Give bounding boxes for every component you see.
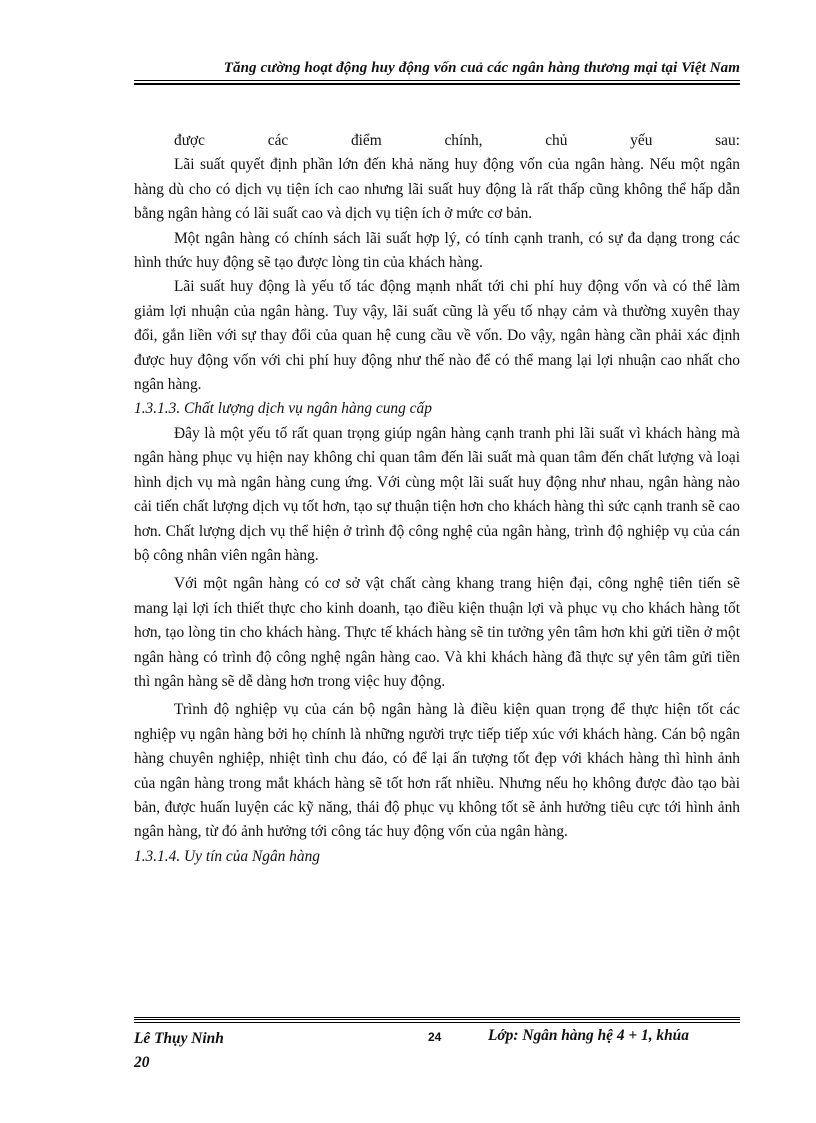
paragraph-interest-policy: Một ngân hàng có chính sách lãi suất hợp lý, có tính cạnh tranh, có sự đa dạng trong các hình thức huy động sẽ tạo được lòng tin của khách hàng. [134,229,740,272]
paragraph-intro-line [134,129,740,153]
word: chính, [444,132,483,149]
footer-author [134,1027,224,1075]
section-heading-service-quality: 1.3.1.3. Chất lượng dịch vụ ngân hàng cung cấp [134,400,432,418]
word: yếu [630,132,653,149]
running-header: Tăng cường hoạt động huy động vốn cuả các ngân hàng thương mại tại Việt Nam [223,60,740,76]
paragraph-technology: Với một ngân hàng có cơ sở vật chất càng khang trang hiện đại, công nghệ tiên tiến sẽ mang lại lợi ích thiết thực cho kinh doanh, tạo điều kiện thuận lợi và phục vụ cho khách hàng tốt hơn, tạo lòng tin cho khách hàng. Thực tế khách hàng sẽ tin tưởng yên tâm hơn khi gửi tiền ở một ngân hàng có trình độ công nghệ ngân hàng cao. Và khi khách hàng đã thực sự yên tâm gửi tiền thì ngân hàng sẽ dễ dàng hơn trong việc huy động. [134,575,740,690]
page-number: 24 [428,1030,442,1044]
paragraph-interest-rate: Lãi suất quyết định phần lớn đến khả năng huy động vốn của ngân hàng. Nếu một ngân hàng dù cho có dịch vụ tiện ích cao nhưng lãi suất huy động là rất thấp cũng không thể hấp dẫn bằng ngân hàng có lãi suất cao và dịch vụ tiện ích ở mức cơ bản. [134,156,740,223]
author-name: Lê Thụy Ninh [134,1030,224,1047]
author-number: 20 [134,1054,150,1071]
header-rule [134,80,740,81]
paragraph-service-quality: Đây là một yếu tố rất quan trọng giúp ngân hàng cạnh tranh phi lãi suất vì khách hàng mà ngân hàng phục vụ hiện nay không chỉ quan tâm đến lãi suất mà quan tâm đến chất lượng và loại hình dịch vụ mà ngân hàng cung ứng. Với cùng một lãi suất huy động như nhau, ngân hàng nào cải tiến chất lượng dịch vụ tốt hơn, tạo sự thuận tiện hơn cho khách hàng thì sức cạnh tranh sẽ cao hơn. Chất lượng dịch vụ thể hiện ở trình độ công nghệ của ngân hàng, trình độ nghiệp vụ của cán bộ công nhân viên ngân hàng. [134,424,740,564]
word: chủ [545,132,568,149]
document-body [134,129,740,869]
word: điểm [350,132,382,149]
section-heading-reputation: 1.3.1.4. Uy tín của Ngân hàng [134,847,320,865]
footer-class: Lớp: Ngân hàng hệ 4 + 1, khúa [488,1027,689,1044]
word: sau: [715,132,740,149]
word: các [267,132,289,149]
paragraph-staff-skills: Trình độ nghiệp vụ của cán bộ ngân hàng là điều kiện quan trọng để thực hiện tốt các nghiệp vụ ngân hàng bởi họ chính là những người trực tiếp tiếp xúc với khách hàng. Cán bộ ngân hàng chuyên nghiệp, nhiệt tình chu đáo, có để lại ấn tượng tốt đẹp với khách hàng thì hình ảnh của ngân hàng trong mắt khách hàng sẽ tốt hơn rất nhiều. Nhưng nếu họ không được đào tạo bài bản, được huấn luyện các kỹ năng, thái độ phục vụ không tốt sẽ ảnh hưởng tiêu cực tới hình ảnh ngân hàng, từ đó ảnh hưởng tới công tác huy động vốn của ngân hàng. [134,701,740,841]
header-rule-thick [134,83,740,85]
footer-rule-thin [134,1022,740,1023]
paragraph-interest-cost: Lãi suất huy động là yếu tố tác động mạnh nhất tới chi phí huy động vốn và có thể làm giảm lợi nhuận của ngân hàng. Tuy vậy, lãi suất cũng là yếu tố nhạy cảm và thường xuyên thay đổi, gắn liền với sự thay đổi của quan hệ cung cầu về vốn. Do vậy, ngân hàng cần phải xác định được huy động vốn với chi phí huy động như thế nào để có thể mang lại lợi nhuận cao nhất cho ngân hàng. [134,278,740,394]
word: được [174,132,206,149]
footer-rule [134,1017,740,1020]
